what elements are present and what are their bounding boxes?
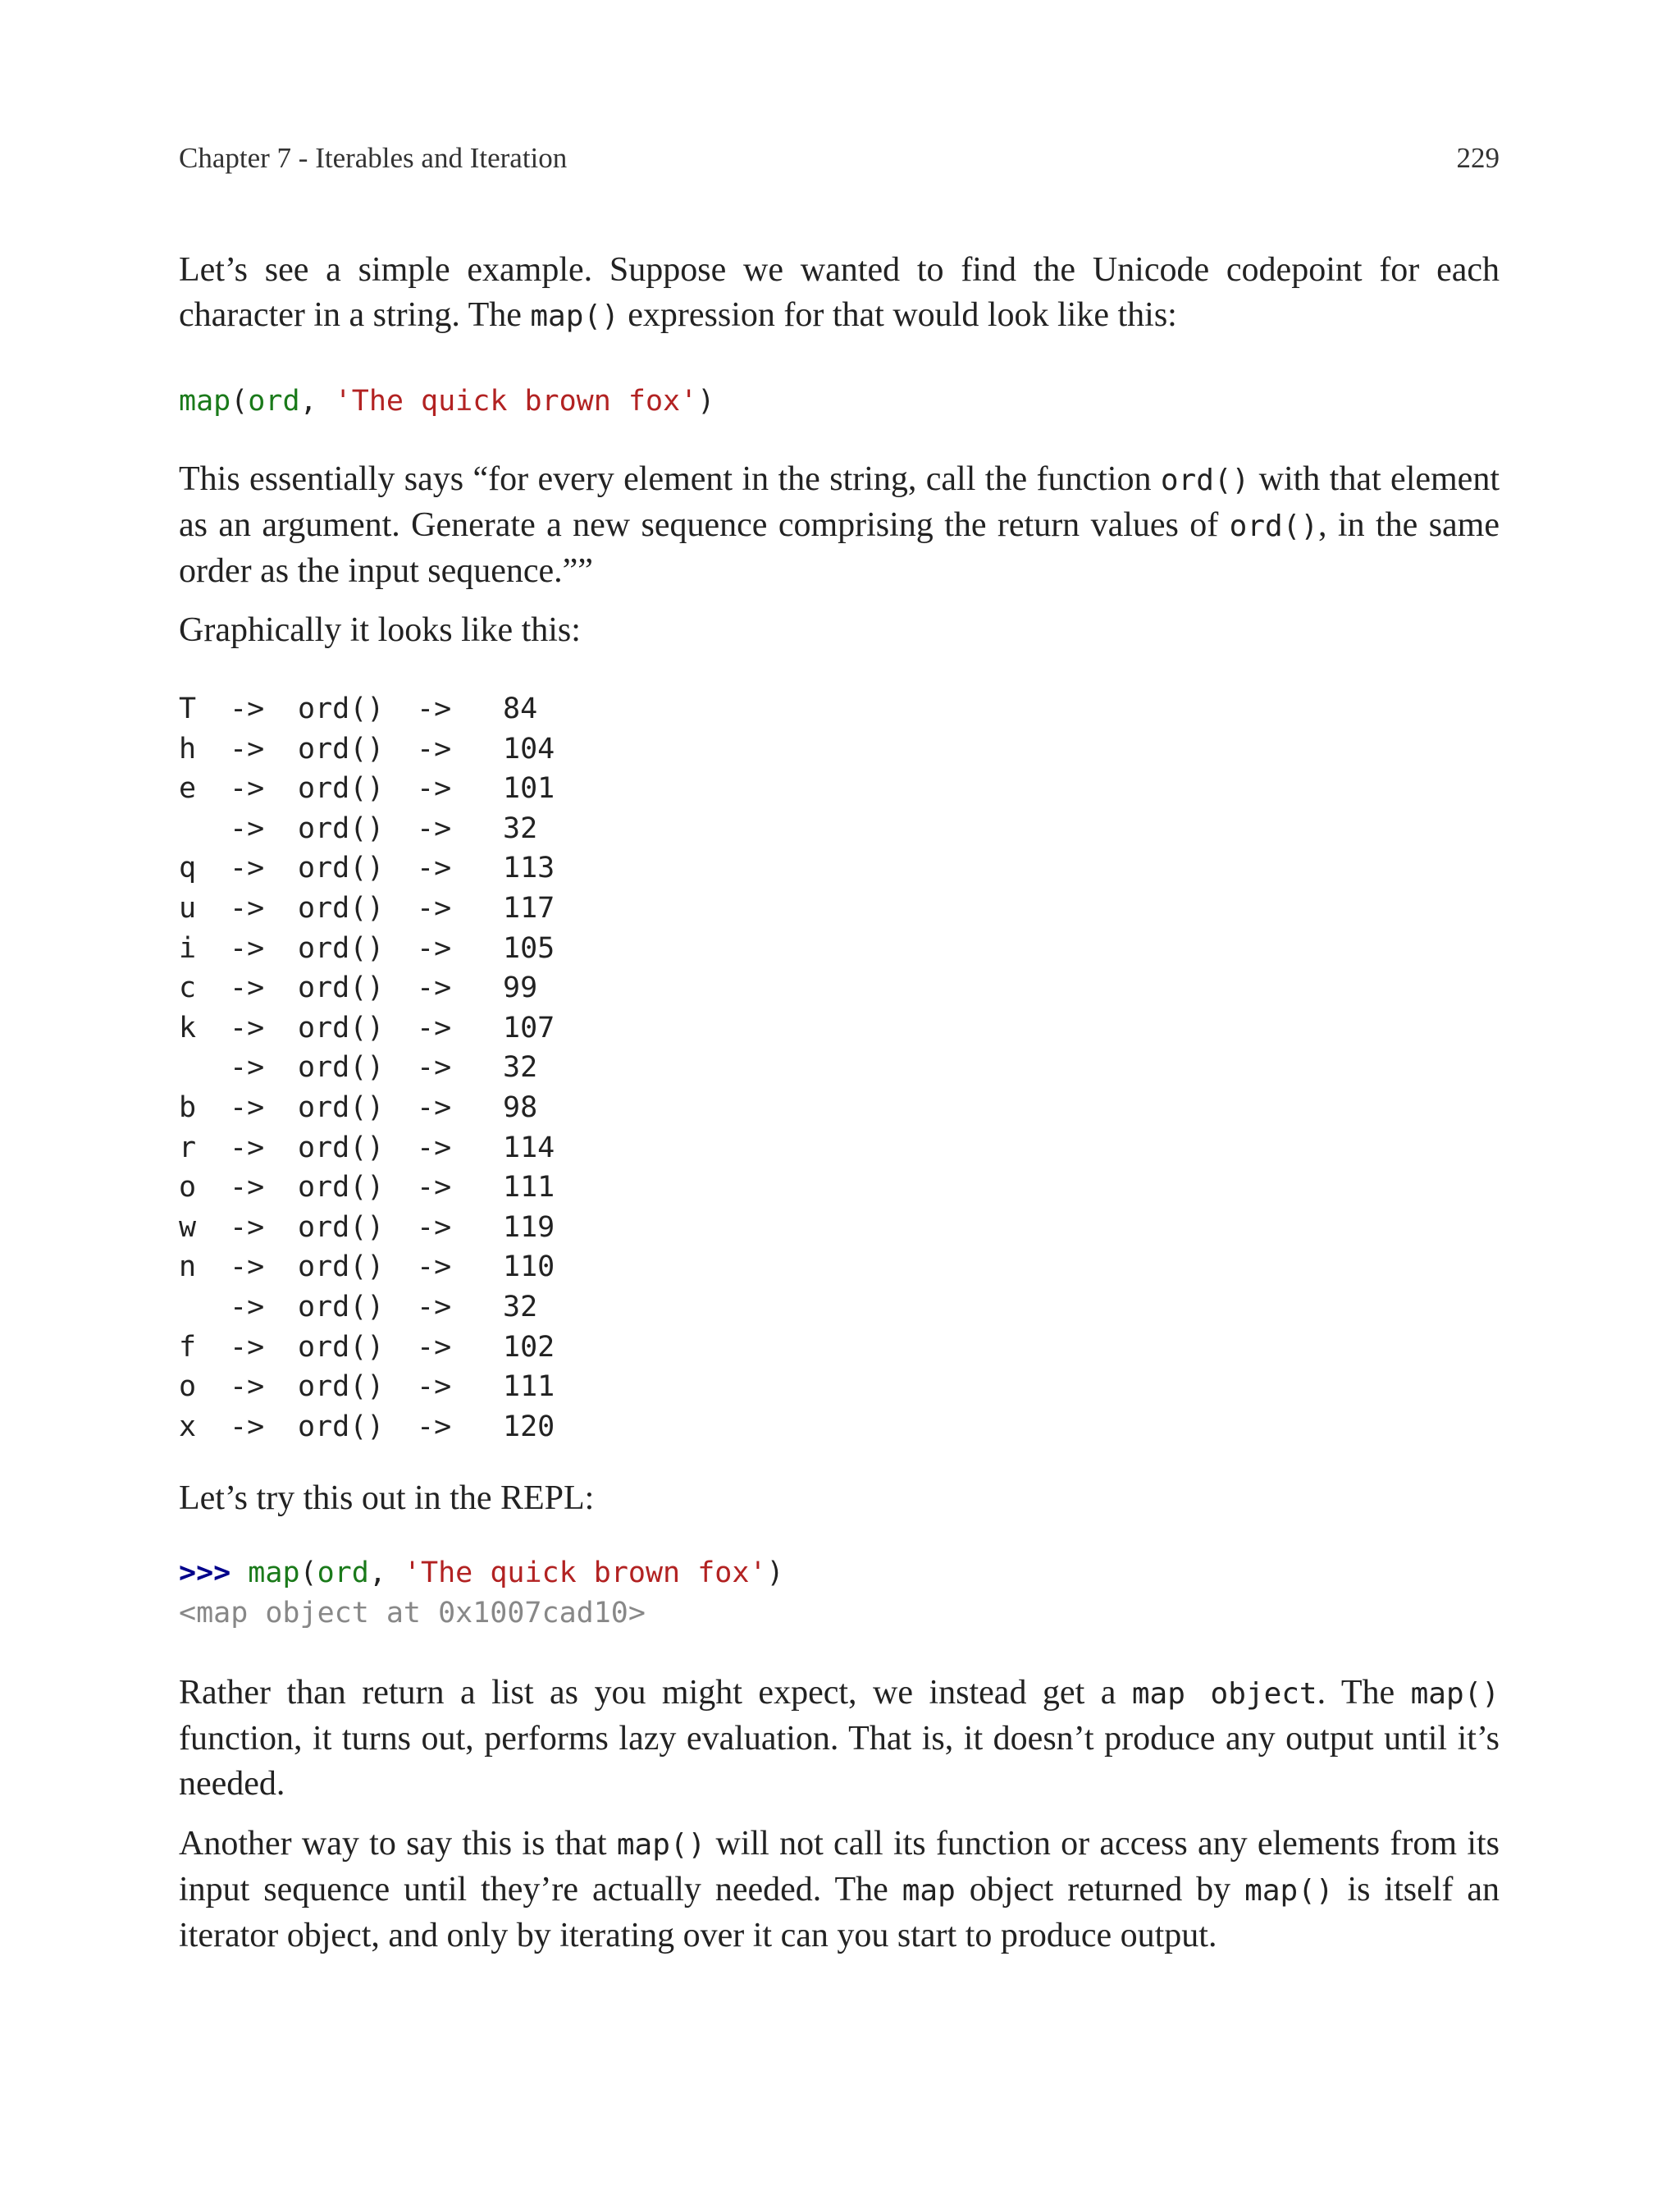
intro-text-b: expression for that would look like this: — [619, 296, 1177, 334]
mapping-arrow-out: -> — [417, 1330, 452, 1364]
mapping-function: ord() — [298, 1330, 385, 1364]
mapping-function: ord() — [298, 1210, 385, 1244]
mapping-char: n — [179, 1250, 197, 1284]
mapping-char: k — [179, 1011, 197, 1045]
code-close-paren: ) — [697, 385, 715, 418]
mapping-char: c — [179, 971, 197, 1005]
mapping-function: ord() — [298, 852, 385, 885]
mapping-char: T — [179, 693, 197, 725]
repl-func-map: map — [248, 1556, 300, 1589]
mapping-function: ord() — [298, 772, 385, 806]
mapping-arrow-in: -> — [230, 693, 265, 725]
graphically-paragraph: Graphically it looks like this: — [179, 611, 581, 649]
repl-open-paren: ( — [299, 1556, 317, 1589]
intro-paragraph — [179, 248, 1500, 339]
mapping-arrow-in: -> — [230, 1011, 265, 1045]
explanation-paragraph — [179, 457, 1500, 594]
mapping-function: ord() — [298, 693, 385, 725]
inline-code-map-1: map() — [616, 1828, 706, 1862]
mapping-codepoint: 110 — [503, 1250, 555, 1284]
mapping-char: x — [179, 1410, 197, 1443]
mapping-arrow-out: -> — [417, 732, 452, 766]
iterator-paragraph — [179, 1822, 1500, 1959]
mapping-codepoint: 84 — [503, 693, 538, 725]
inline-code-map-object: map object — [1131, 1677, 1317, 1711]
mapping-arrow-out: -> — [417, 1131, 452, 1164]
mapping-codepoint: 111 — [503, 1370, 555, 1404]
mapping-arrow-in: -> — [230, 852, 265, 885]
code-separator: , — [299, 385, 335, 418]
mapping-arrow-in: -> — [230, 971, 265, 1005]
lazy-evaluation-paragraph — [179, 1671, 1500, 1807]
mapping-char — [179, 809, 196, 849]
mapping-arrow-in: -> — [230, 811, 265, 845]
mapping-arrow-in: -> — [230, 1370, 265, 1404]
mapping-function: ord() — [298, 811, 385, 845]
mapping-codepoint: 101 — [503, 772, 555, 806]
mapping-arrow-in: -> — [230, 732, 265, 766]
mapping-function: ord() — [298, 1171, 385, 1204]
mapping-char: q — [179, 852, 197, 885]
intro-text-a: Let’s see a simple example. Suppose we wanted to find the Unicode codepoint for each character in a string. The — [179, 251, 1500, 334]
rather-text-a: Rather than return a list as you might expect, we instead get a — [179, 1674, 1132, 1712]
mapping-codepoint: 107 — [503, 1011, 555, 1045]
mapping-arrow-out: -> — [417, 1090, 452, 1124]
another-text-b: will not call its function or access any elements from its input sequence until they’re actually needed. The — [179, 1825, 1500, 1908]
mapping-char — [179, 1287, 196, 1328]
repl-intro-paragraph: Let’s try this out in the REPL: — [179, 1479, 595, 1517]
mapping-function: ord() — [298, 1090, 385, 1124]
mapping-char: b — [179, 1090, 197, 1124]
mapping-arrow-out: -> — [417, 1011, 452, 1045]
repl-prompt: >>> — [179, 1556, 231, 1589]
mapping-codepoint: 114 — [503, 1131, 555, 1164]
mapping-codepoint: 104 — [503, 732, 555, 766]
mapping-arrow-out: -> — [417, 1410, 452, 1443]
mapping-char: h — [179, 732, 197, 766]
page-number: 229 — [1456, 142, 1500, 174]
mapping-codepoint: 32 — [503, 1051, 538, 1085]
mapping-function: ord() — [298, 1011, 385, 1045]
mapping-arrow-out: -> — [417, 1210, 452, 1244]
repl-arg-ord: ord — [317, 1556, 369, 1589]
mapping-arrow-out: -> — [417, 931, 452, 965]
mapping-arrow-out: -> — [417, 811, 452, 845]
mapping-arrow-in: -> — [230, 931, 265, 965]
mapping-arrow-in: -> — [230, 1090, 265, 1124]
rather-text-c: function, it turns out, performs lazy evaluation. That is, it doesn’t produce any output until it’s needed. — [179, 1720, 1500, 1803]
chapter-title: Chapter 7 - Iterables and Iteration — [179, 142, 568, 174]
code-func-map: map — [179, 385, 231, 418]
explain-text-b: with that element as an argument. Generate a new sequence comprising the return values of — [179, 460, 1500, 544]
explain-text-a: This essentially says “for every element in the string, call the function — [179, 460, 1161, 498]
mapping-arrow-in: -> — [230, 1410, 265, 1443]
mapping-char: w — [179, 1210, 197, 1244]
mapping-codepoint: 119 — [503, 1210, 555, 1244]
mapping-arrow-in: -> — [230, 1131, 265, 1164]
mapping-arrow-out: -> — [417, 891, 452, 925]
mapping-char — [179, 1048, 196, 1088]
mapping-codepoint: 111 — [503, 1171, 555, 1204]
mapping-arrow-out: -> — [417, 1051, 452, 1085]
code-arg-ord: ord — [248, 385, 300, 418]
mapping-codepoint: 117 — [503, 891, 555, 925]
mapping-function: ord() — [298, 931, 385, 965]
mapping-arrow-in: -> — [230, 1051, 265, 1085]
mapping-arrow-in: -> — [230, 1250, 265, 1284]
mapping-function: ord() — [298, 1290, 385, 1323]
mapping-codepoint: 99 — [503, 971, 538, 1005]
mapping-char: e — [179, 772, 197, 806]
mapping-codepoint: 120 — [503, 1410, 555, 1443]
mapping-arrow-in: -> — [230, 772, 265, 806]
mapping-arrow-out: -> — [417, 1290, 452, 1323]
mapping-arrow-in: -> — [230, 891, 265, 925]
mapping-char: u — [179, 891, 197, 925]
mapping-function: ord() — [298, 891, 385, 925]
code-open-paren: ( — [231, 385, 249, 418]
mapping-arrow-in: -> — [230, 1290, 265, 1323]
mapping-codepoint: 102 — [503, 1330, 555, 1364]
mapping-arrow-out: -> — [417, 772, 452, 806]
mapping-arrow-out: -> — [417, 1250, 452, 1284]
mapping-arrow-out: -> — [417, 693, 452, 725]
mapping-arrow-in: -> — [230, 1210, 265, 1244]
mapping-arrow-out: -> — [417, 1370, 452, 1404]
code-block-map-example — [179, 382, 714, 422]
inline-code-map-2: map — [902, 1874, 956, 1908]
another-text-d: is itself an iterator object, and only by iterating over it can you start to produce output. — [179, 1871, 1500, 1954]
mapping-codepoint: 105 — [503, 931, 555, 965]
mapping-char: o — [179, 1171, 197, 1204]
mapping-function: ord() — [298, 1410, 385, 1443]
mapping-codepoint: 113 — [503, 852, 555, 885]
mapping-function: ord() — [298, 732, 385, 766]
mapping-function: ord() — [298, 971, 385, 1005]
another-text-c: object returned by — [955, 1871, 1245, 1908]
inline-code-map-func: map() — [1410, 1677, 1500, 1711]
inline-code-map-3: map() — [1244, 1874, 1334, 1908]
inline-code-ord-2: ord() — [1229, 510, 1319, 543]
inline-code-map: map() — [530, 299, 619, 333]
explain-text-c: , in the same order as the input sequence.”” — [179, 506, 1500, 590]
mapping-function: ord() — [298, 1370, 385, 1404]
mapping-function: ord() — [298, 1250, 385, 1284]
mapping-char: f — [179, 1330, 197, 1364]
mapping-char: o — [179, 1370, 197, 1404]
mapping-codepoint: 32 — [503, 1290, 538, 1323]
repl-code-block — [179, 1553, 784, 1633]
mapping-char: r — [179, 1131, 197, 1164]
mapping-function: ord() — [298, 1051, 385, 1085]
mapping-arrow-in: -> — [230, 1171, 265, 1204]
mapping-codepoint: 32 — [503, 811, 538, 845]
mapping-arrow-out: -> — [417, 971, 452, 1005]
rather-text-b: . The — [1317, 1674, 1411, 1712]
mapping-arrow-in: -> — [230, 1330, 265, 1364]
mapping-char: i — [179, 931, 197, 965]
inline-code-ord-1: ord() — [1160, 464, 1250, 497]
repl-separator: , — [368, 1556, 404, 1589]
mapping-codepoint: 98 — [503, 1090, 538, 1124]
another-text-a: Another way to say this is that — [179, 1825, 617, 1863]
mapping-function: ord() — [298, 1131, 385, 1164]
repl-output: <map object at 0x1007cad10> — [179, 1596, 646, 1630]
mapping-arrow-out: -> — [417, 1171, 452, 1204]
code-string-literal: 'The quick brown fox' — [334, 385, 698, 418]
repl-string-literal: 'The quick brown fox' — [403, 1556, 767, 1589]
mapping-arrow-out: -> — [417, 852, 452, 885]
repl-close-paren: ) — [766, 1556, 784, 1589]
